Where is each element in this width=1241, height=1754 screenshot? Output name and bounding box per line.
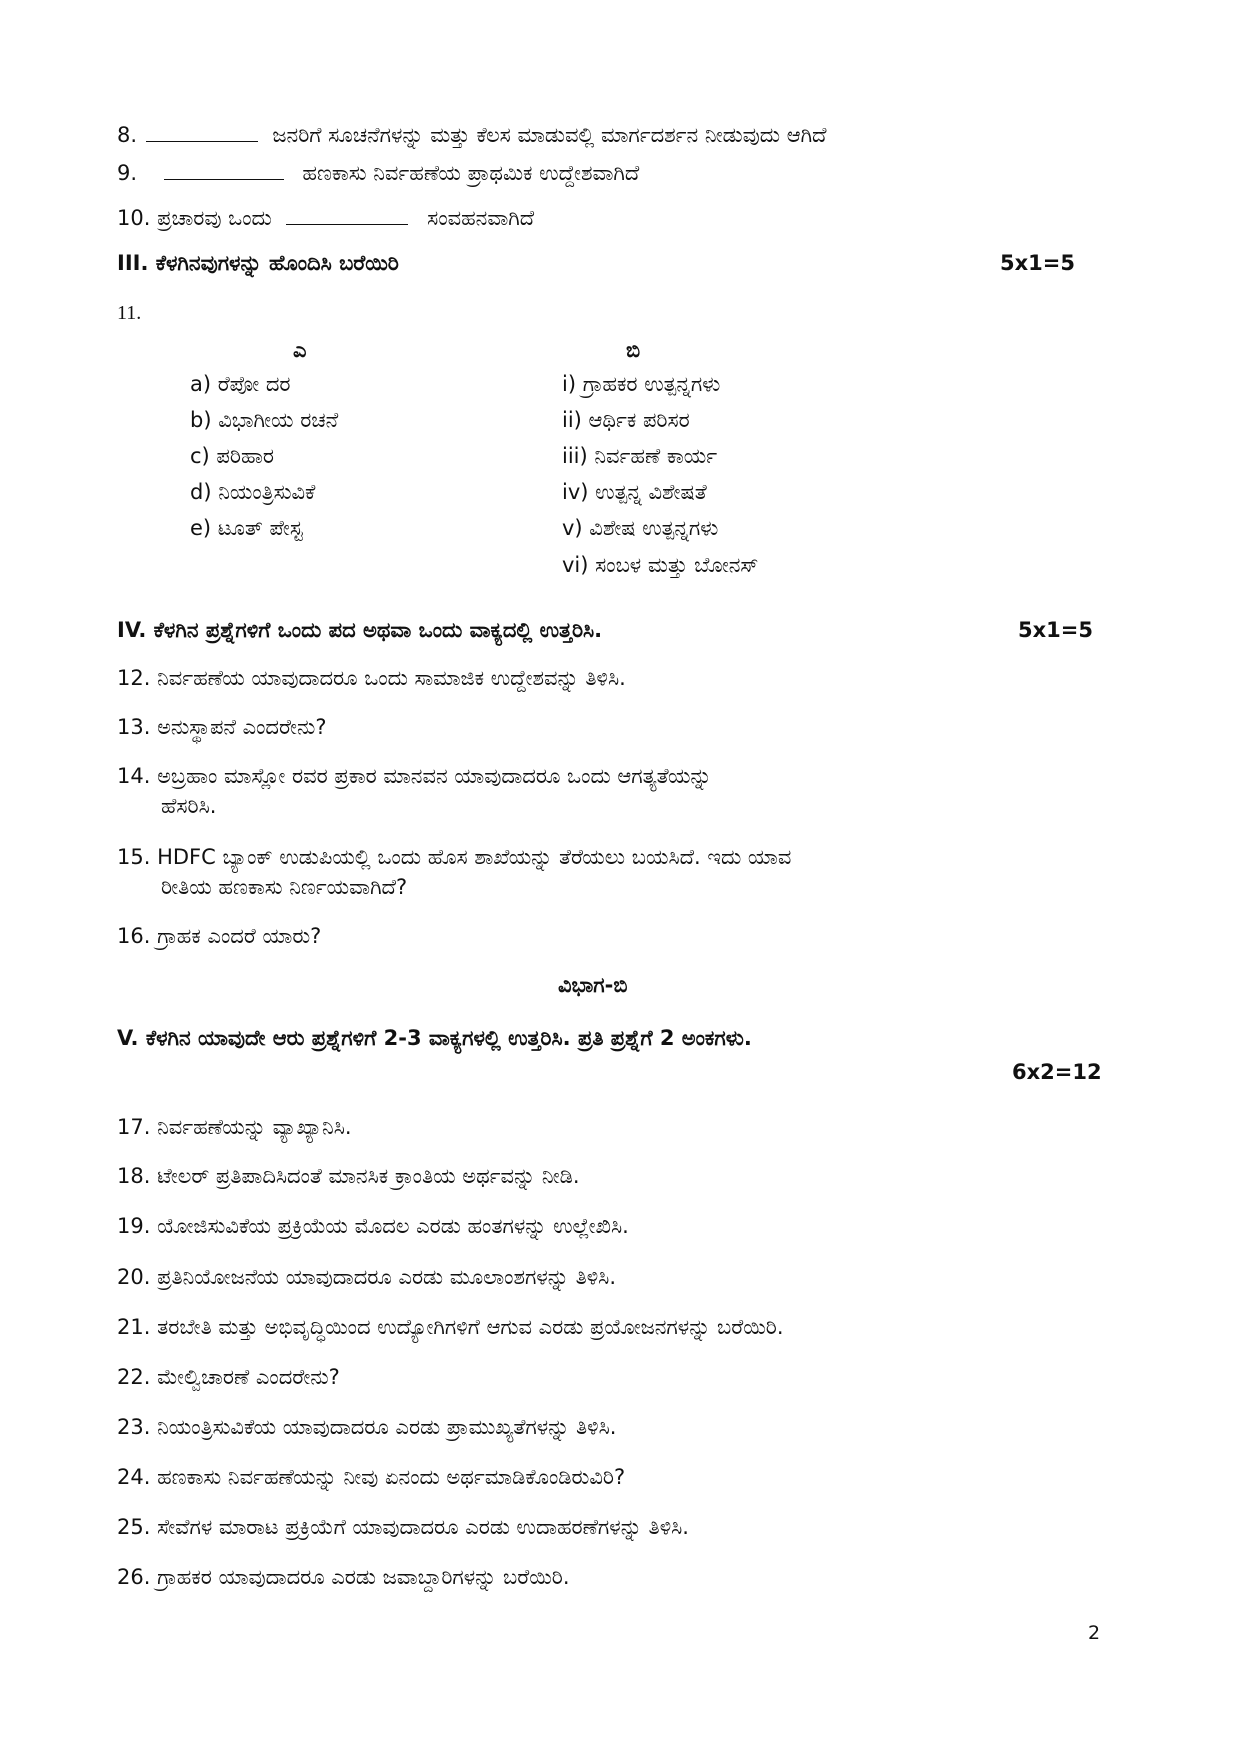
question-14	[117, 761, 712, 821]
section-5-heading: V. ಕೆಳಗಿನ ಯಾವುದೇ ಆರು ಪ್ರಶ್ನೆಗಳಿಗೆ 2-3 ವಾಕ್ಯಗಳಲ್ಲಿ ಉತ್ತರಿಸಿ. ಪ್ರತಿ ಪ್ರಶ್ನೆಗೆ 2 ಅಂಕಗಳು.	[117, 1026, 752, 1050]
question-text: ನಿರ್ವಹಣೆಯ ಯಾವುದಾದರೂ ಒಂದು ಸಾಮಾಜಿಕ ಉದ್ದೇಶವನ್ನು ತಿಳಿಸಿ.	[157, 666, 626, 690]
question-26	[117, 1562, 570, 1592]
question-number: 21.	[117, 1315, 151, 1339]
section-3-marks: 5x1=5	[1000, 251, 1075, 275]
question-text: ಅನುಸ್ಥಾಪನೆ ಎಂದರೇನು?	[157, 715, 327, 739]
section-4-heading: IV. ಕೆಳಗಿನ ಪ್ರಶ್ನೆಗಳಿಗೆ ಒಂದು ಪದ ಅಥವಾ ಒಂದು ವಾಕ್ಯದಲ್ಲಿ ಉತ್ತರಿಸಿ.	[117, 618, 603, 642]
column-a-heading: ಎ	[293, 338, 307, 362]
question-number: 13.	[117, 715, 151, 739]
column-a-item: b) ವಿಭಾಗೀಯ ರಚನೆ	[190, 408, 339, 432]
question-text: ಯೋಜಿಸುವಿಕೆಯ ಪ್ರಕ್ರಿಯೆಯ ಮೊದಲ ಎರಡು ಹಂತಗಳನ್ನು ಉಲ್ಲೇಖಿಸಿ.	[157, 1214, 629, 1238]
question-18	[117, 1161, 580, 1191]
question-number: 15.	[117, 845, 151, 869]
section-3-heading: III. ಕೆಳಗಿನವುಗಳನ್ನು ಹೊಂದಿಸಿ ಬರೆಯಿರಿ	[117, 251, 399, 275]
question-number: 14.	[117, 764, 151, 788]
question-22	[117, 1362, 340, 1392]
question-number: 23.	[117, 1415, 151, 1439]
question-number: 22.	[117, 1365, 151, 1389]
column-b-item: i) ಗ್ರಾಹಕರ ಉತ್ಪನ್ನಗಳು	[562, 372, 721, 396]
answer-blank	[164, 178, 284, 180]
question-number: 24.	[117, 1465, 151, 1489]
question-text: ಜನರಿಗೆ ಸೂಚನೆಗಳನ್ನು ಮತ್ತು ಕೆಲಸ ಮಾಡುವಲ್ಲಿ ಮಾರ್ಗದರ್ಶನ ನೀಡುವುದು ಆಗಿದೆ	[272, 123, 827, 147]
question-text: ಹಣಕಾಸು ನಿರ್ವಹಣೆಯನ್ನು ನೀವು ಏನಂದು ಅರ್ಥಮಾಡಿಕೊಂಡಿರುವಿರಿ?	[157, 1465, 626, 1489]
question-12	[117, 663, 626, 693]
question-pre-text: ಪ್ರಚಾರವು ಒಂದು	[157, 206, 272, 230]
page-number: 2	[1088, 1622, 1101, 1644]
question-text: ನಿಯಂತ್ರಿಸುವಿಕೆಯ ಯಾವುದಾದರೂ ಎರಡು ಪ್ರಾಮುಖ್ಯತೆಗಳನ್ನು ತಿಳಿಸಿ.	[157, 1415, 617, 1439]
question-number: 17.	[117, 1115, 151, 1139]
column-a-item: a) ರೆಪೋ ದರ	[190, 372, 291, 396]
question-text: ನಿರ್ವಹಣೆಯನ್ನು ವ್ಯಾಖ್ಯಾನಿಸಿ.	[157, 1115, 352, 1139]
question-15	[117, 842, 791, 902]
question-text: ಸೇವೆಗಳ ಮಾರಾಟ ಪ್ರಕ್ರಿಯೆಗೆ ಯಾವುದಾದರೂ ಎರಡು ಉದಾಹರಣೆಗಳನ್ನು ತಿಳಿಸಿ.	[157, 1515, 689, 1539]
question-number: 12.	[117, 666, 151, 690]
column-b-item: iii) ನಿರ್ವಹಣೆ ಕಾರ್ಯ	[562, 444, 718, 468]
column-a-item: e) ಟೂತ್ ಪೇಸ್ಟ	[190, 516, 303, 540]
question-text-continued: ರೀತಿಯ ಹಣಕಾಸು ನಿರ್ಣಯವಾಗಿದೆ?	[161, 875, 408, 899]
question-text: ತರಬೇತಿ ಮತ್ತು ಅಭಿವೃದ್ಧಿಯಿಂದ ಉದ್ಯೋಗಿಗಳಿಗೆ ಆಗುವ ಎರಡು ಪ್ರಯೋಜನಗಳನ್ನು ಬರೆಯಿರಿ.	[157, 1315, 784, 1339]
question-number: 10.	[117, 206, 151, 230]
question-number: 26.	[117, 1565, 151, 1589]
column-b-item: v) ವಿಶೇಷ ಉತ್ಪನ್ನಗಳು	[562, 516, 719, 540]
question-number: 18.	[117, 1164, 151, 1188]
question-10	[117, 203, 534, 233]
answer-blank	[286, 223, 408, 225]
column-a-item: d) ನಿಯಂತ್ರಿಸುವಿಕೆ	[190, 480, 316, 504]
question-text: ಟೇಲರ್ ಪ್ರತಿಪಾದಿಸಿದಂತೆ ಮಾನಸಿಕ ಕ್ರಾಂತಿಯ ಅರ್ಥವನ್ನು ನೀಡಿ.	[157, 1164, 580, 1188]
question-21	[117, 1312, 784, 1342]
question-text: ಹಣಕಾಸು ನಿರ್ವಹಣೆಯ ಪ್ರಾಥಮಿಕ ಉದ್ದೇಶವಾಗಿದೆ	[302, 161, 640, 185]
question-24	[117, 1462, 625, 1492]
question-text: ಗ್ರಾಹಕರ ಯಾವುದಾದರೂ ಎರಡು ಜವಾಬ್ದಾರಿಗಳನ್ನು ಬರೆಯಿರಿ.	[157, 1565, 570, 1589]
answer-blank	[146, 140, 258, 142]
section-5-marks: 6x2=12	[1012, 1060, 1102, 1084]
question-16	[117, 921, 321, 951]
question-19	[117, 1211, 629, 1241]
question-9	[117, 158, 639, 188]
question-number: 8.	[117, 123, 138, 147]
question-text-continued: ಹೆಸರಿಸಿ.	[161, 794, 217, 818]
question-25	[117, 1512, 689, 1542]
column-b-item: iv) ಉತ್ಪನ್ನ ವಿಶೇಷತೆ	[562, 480, 707, 504]
question-13	[117, 712, 326, 742]
question-number: 9.	[117, 161, 138, 185]
question-text: ಗ್ರಾಹಕ ಎಂದರೆ ಯಾರು?	[157, 924, 322, 948]
section-4-marks: 5x1=5	[1018, 618, 1093, 642]
question-17	[117, 1112, 352, 1142]
question-8	[117, 120, 826, 150]
question-number: 19.	[117, 1214, 151, 1238]
question-number: 16.	[117, 924, 151, 948]
question-number: 25.	[117, 1515, 151, 1539]
column-a-item: c) ಪರಿಹಾರ	[190, 444, 275, 468]
column-b-heading: ಬಿ	[626, 338, 641, 362]
question-text: ಪ್ರತಿನಿಯೋಜನೆಯ ಯಾವುದಾದರೂ ಎರಡು ಮೂಲಾಂಶಗಳನ್ನು ತಿಳಿಸಿ.	[157, 1265, 617, 1289]
question-number: 20.	[117, 1265, 151, 1289]
question-text: ಸಂವಹನವಾಗಿದೆ	[427, 206, 535, 230]
question-20	[117, 1262, 616, 1292]
question-text: ಮೇಲ್ವಿಚಾರಣೆ ಎಂದರೇನು?	[157, 1365, 340, 1389]
question-23	[117, 1412, 616, 1442]
question-11-number: 11.	[117, 302, 142, 324]
question-text: HDFC ಬ್ಯಾಂಕ್ ಉಡುಪಿಯಲ್ಲಿ ಒಂದು ಹೊಸ ಶಾಖೆಯನ್ನು ತೆರೆಯಲು ಬಯಸಿದೆ. ಇದು ಯಾವ	[157, 845, 792, 869]
part-b-title: ವಿಭಾಗ-ಬಿ	[558, 973, 628, 997]
question-text: ಅಬ್ರಹಾಂ ಮಾಸ್ಲೋ ರವರ ಪ್ರಕಾರ ಮಾನವನ ಯಾವುದಾದರೂ ಒಂದು ಆಗತ್ಯತೆಯನ್ನು	[157, 764, 712, 788]
column-b-item: ii) ಆರ್ಥಿಕ ಪರಿಸರ	[562, 408, 690, 432]
column-b-item: vi) ಸಂಬಳ ಮತ್ತು ಬೋನಸ್	[562, 553, 759, 577]
